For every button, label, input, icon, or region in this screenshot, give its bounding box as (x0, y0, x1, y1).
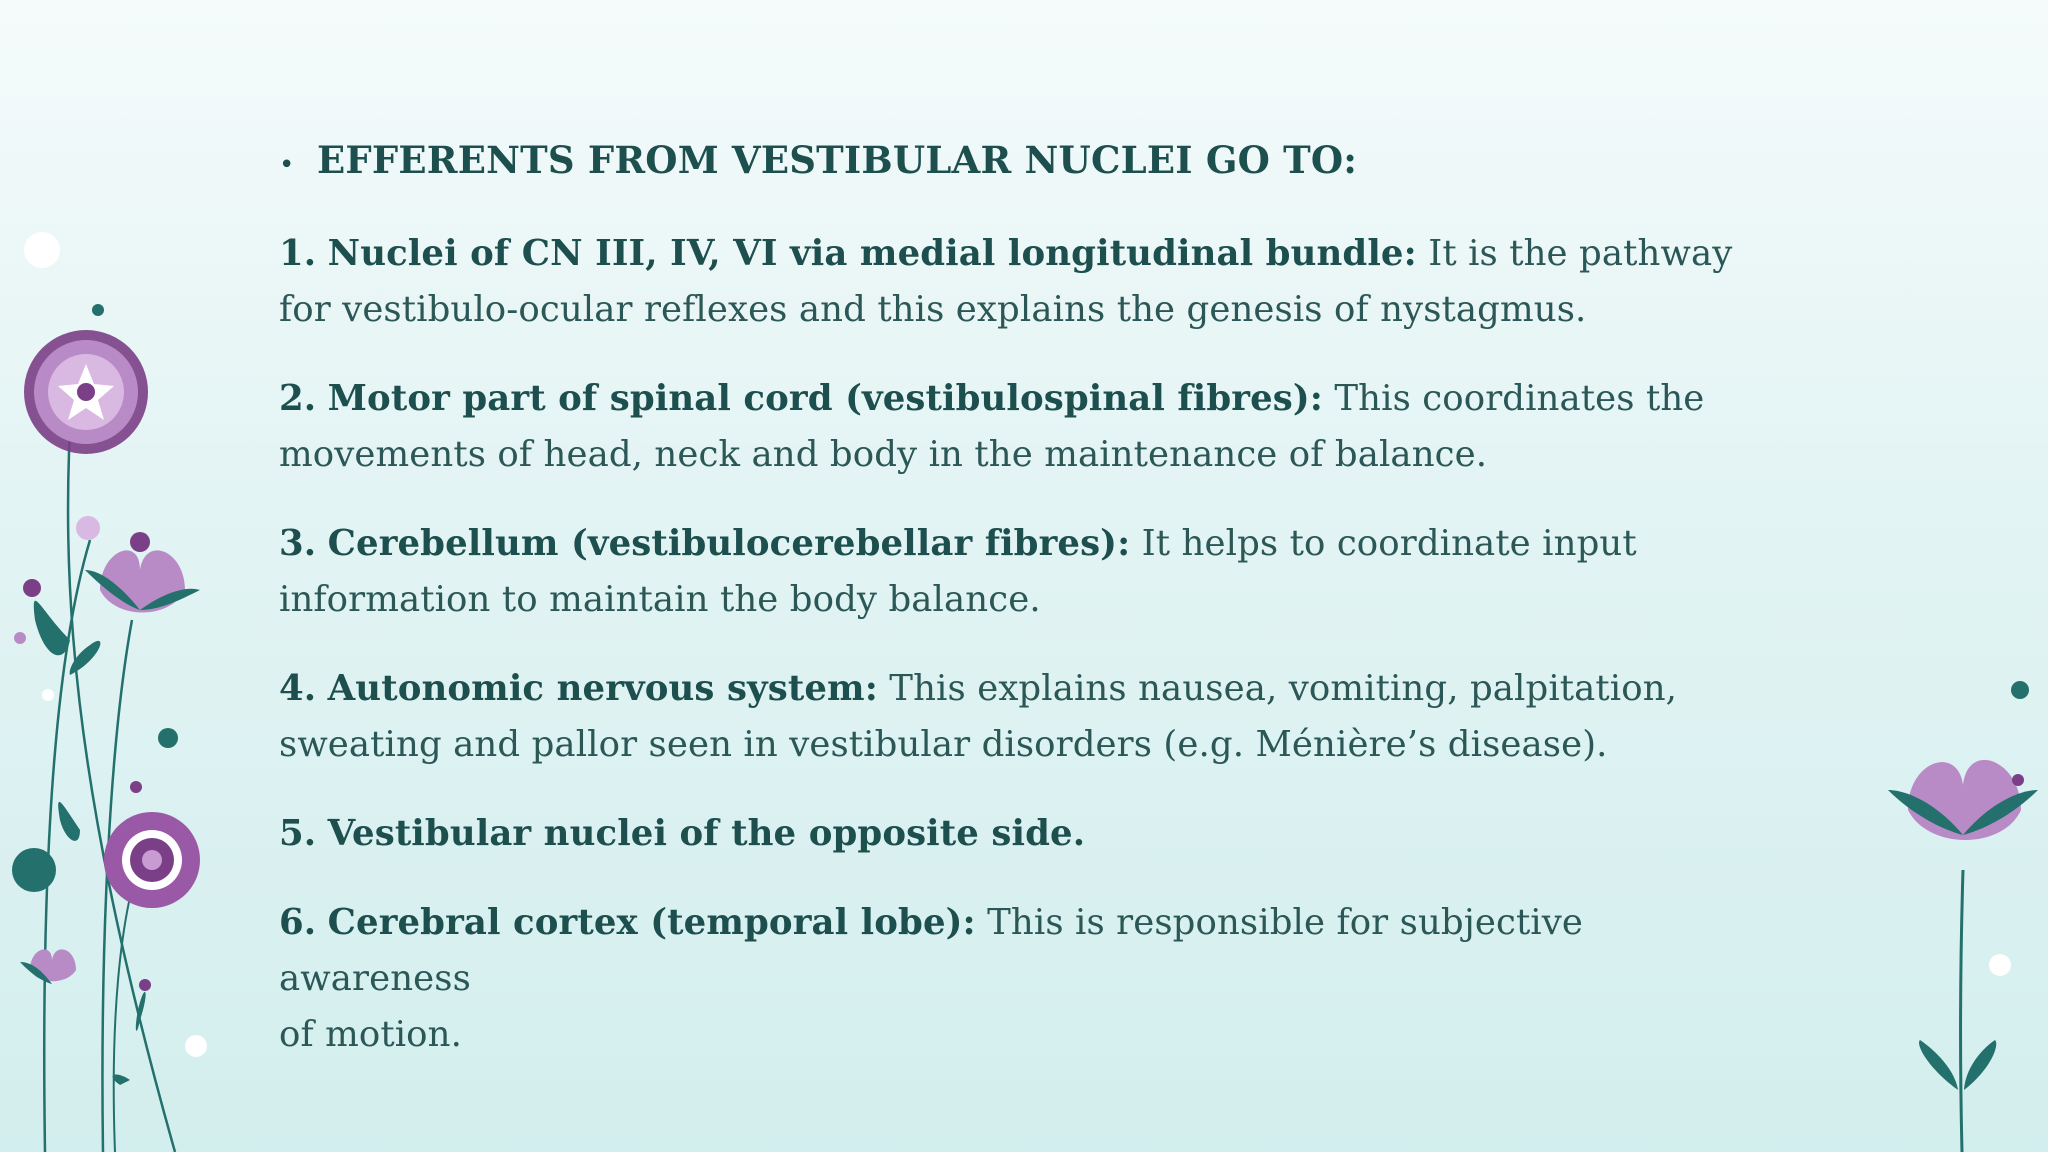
item-body-continued: of motion. (279, 1014, 462, 1055)
slide-content (279, 138, 1779, 1096)
item-title: Cerebellum (vestibulocerebellar fibres): (327, 523, 1131, 564)
item-title: Nuclei of CN III, IV, VI via medial longitudinal bundle: (327, 233, 1417, 274)
item-number: 5. (279, 813, 317, 854)
item-title: Autonomic nervous system: (327, 668, 878, 709)
bullet-icon: • (279, 150, 295, 180)
list-item (279, 371, 1779, 483)
item-body-continued: movements of head, neck and body in the maintenance of balance. (279, 434, 1488, 475)
item-number: 2. (279, 378, 317, 419)
list-item (279, 806, 1779, 862)
list-item (279, 895, 1779, 1063)
item-title: Cerebral cortex (temporal lobe): (327, 902, 976, 943)
flower-decoration-left-icon (0, 220, 220, 1152)
item-body-continued: for vestibulo-ocular reflexes and this explains the genesis of nystagmus. (279, 289, 1587, 330)
item-title: Motor part of spinal cord (vestibulospinal fibres): (327, 378, 1323, 419)
flower-decoration-right-icon (1860, 670, 2048, 1152)
list-item (279, 661, 1779, 773)
item-body: This coordinates the (1322, 378, 1705, 419)
item-body: It helps to coordinate input (1130, 523, 1637, 564)
item-number: 3. (279, 523, 317, 564)
item-body: It is the pathway (1416, 233, 1733, 274)
item-number: 6. (279, 902, 317, 943)
item-number: 1. (279, 233, 317, 274)
item-body-continued: sweating and pallor seen in vestibular disorders (e.g. Ménière’s disease). (279, 724, 1608, 765)
item-title: Vestibular nuclei of the opposite side. (327, 813, 1086, 854)
slide-heading: EFFERENTS FROM VESTIBULAR NUCLEI GO TO: (317, 138, 1358, 182)
item-body: This explains nausea, vomiting, palpitation, (877, 668, 1678, 709)
item-number: 4. (279, 668, 317, 709)
item-body: This is responsible for subjective awareness (279, 902, 1584, 999)
item-body-continued: information to maintain the body balance. (279, 579, 1041, 620)
heading-row (279, 138, 1779, 182)
list-item (279, 226, 1779, 338)
list-item (279, 516, 1779, 628)
